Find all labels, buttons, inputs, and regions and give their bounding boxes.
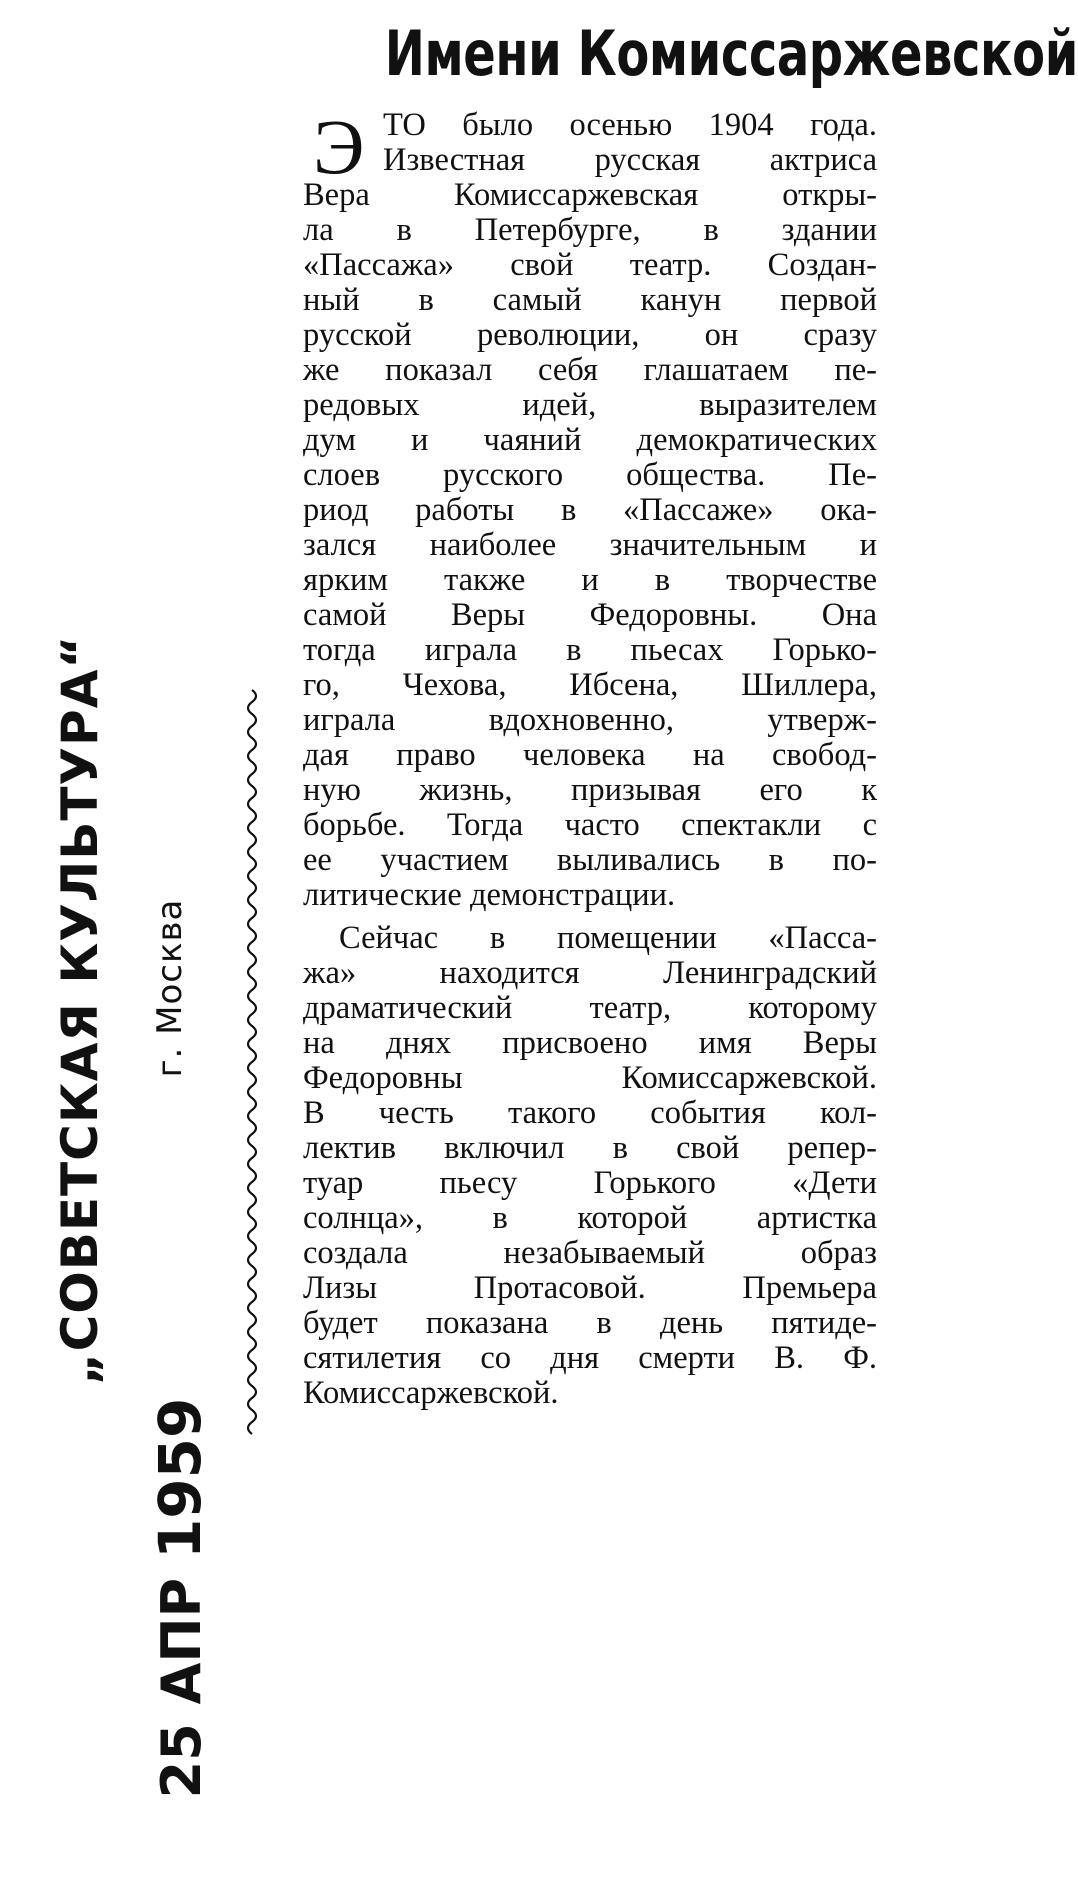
article-line: дум и чаяний демократических [303, 422, 877, 458]
article-line: Сейчас в помещении «Пасса- [339, 920, 877, 956]
date-day-month: 25 АПР [150, 1577, 213, 1799]
article-line: играла вдохновенно, утверж- [303, 702, 877, 738]
article-body [303, 103, 877, 1411]
article-line: редовых идей, выразителем [303, 387, 877, 423]
article-line: лектив включил в свой репер- [303, 1130, 877, 1166]
article-line: борьбе. Тогда часто спектакли с [303, 807, 877, 843]
article-line: драматический театр, которому [303, 990, 877, 1026]
article-line: ную жизнь, призывая его к [303, 772, 877, 808]
article-line: ла в Петербурге, в здании [303, 212, 877, 248]
article-line: го, Чехова, Ибсена, Шиллера, [303, 667, 877, 703]
article-line: будет показана в день пятиде- [303, 1305, 877, 1341]
article-line: зался наиболее значительным и [303, 527, 877, 563]
article-line: Вера Комиссаржевская откры- [303, 177, 877, 213]
source-stamp: „СОВЕТСКАЯ КУЛЬТУРА“ [51, 634, 109, 1386]
date-year: 1959 [146, 1397, 214, 1560]
article-line: создала незабываемый образ [303, 1235, 877, 1271]
article-line: самой Веры Федоровны. Она [303, 597, 877, 633]
article-line: Федоровны Комиссаржевской. [303, 1060, 877, 1096]
city-stamp: г. Москва [150, 898, 190, 1078]
article-line: Лизы Протасовой. Премьера [303, 1270, 877, 1306]
article-line: тогда играла в пьесах Горько- [303, 632, 877, 668]
article-line: слоев русского общества. Пе- [303, 457, 877, 493]
date-stamp [146, 1398, 214, 1799]
paragraph-2 [303, 921, 877, 1411]
article-line: туар пьесу Горького «Дети [303, 1165, 877, 1201]
article-line: ее участием выливались в по- [303, 842, 877, 878]
article-line: жа» находится Ленинградский [303, 955, 877, 991]
article-line: русской революции, он сразу [303, 317, 877, 353]
article-line: ТО было осенью 1904 года. [383, 107, 877, 143]
article-line: дая право человека на свобод- [303, 737, 877, 773]
article-line: ный в самый канун первой [303, 282, 877, 318]
article-headline: Имени Комиссаржевской [384, 17, 1078, 90]
article-line: риод работы в «Пассаже» ока- [303, 492, 877, 528]
article-line: Комиссаржевской. [303, 1375, 559, 1411]
article-line: В честь такого события кол- [303, 1095, 877, 1131]
article-line: «Пассажа» свой театр. Создан- [303, 247, 877, 283]
article-line: же показал себя глашатаем пе- [303, 352, 877, 388]
article-line: ярким также и в творчестве [303, 562, 877, 598]
article-line: литические демонстрации. [303, 877, 676, 913]
article-line: на днях присвоено имя Веры [303, 1025, 877, 1061]
paragraph-1 [303, 103, 877, 913]
wavy-divider [240, 690, 264, 1425]
article-line: Известная русская актриса [383, 142, 877, 178]
article-line: солнца», в которой артистка [303, 1200, 877, 1236]
drop-cap: Э [313, 103, 365, 190]
article-line: сятилетия со дня смерти В. Ф. [303, 1340, 877, 1376]
